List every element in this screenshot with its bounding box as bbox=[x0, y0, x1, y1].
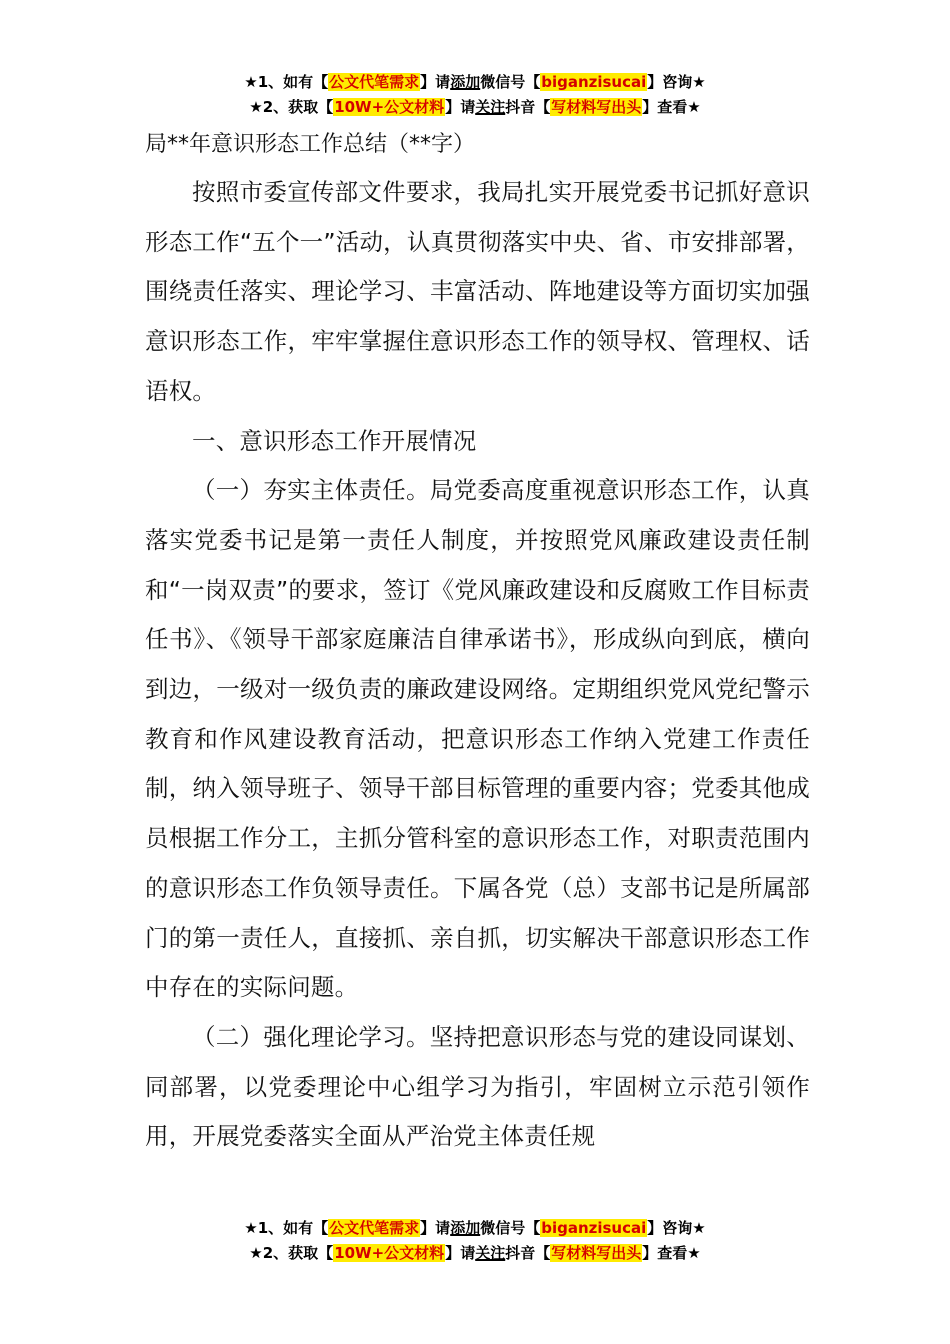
banner-emphasis: 添加 bbox=[450, 73, 481, 91]
banner-text: ★2、获取【 bbox=[249, 98, 334, 116]
banner-highlight: 公文代笔需求 bbox=[329, 1219, 420, 1237]
section-heading: 一、意识形态工作开展情况 bbox=[192, 426, 477, 455]
banner-wechat-id: biganzisucai bbox=[541, 73, 647, 91]
banner-text: 抖音【 bbox=[505, 1244, 551, 1262]
banner-text: 】请 bbox=[445, 98, 476, 116]
banner-emphasis: 关注 bbox=[475, 98, 506, 116]
banner-text: ★1、如有【 bbox=[244, 73, 329, 91]
banner-line-1 bbox=[0, 1216, 950, 1241]
banner-line-2 bbox=[0, 1241, 950, 1266]
banner-text: 】查看★ bbox=[642, 1244, 701, 1262]
banner-text: 】请 bbox=[445, 1244, 476, 1262]
banner-douyin-id: 写材料写出头 bbox=[551, 98, 642, 116]
banner-emphasis: 关注 bbox=[475, 1244, 506, 1262]
banner-douyin-id: 写材料写出头 bbox=[551, 1244, 642, 1262]
banner-text: 】查看★ bbox=[642, 98, 701, 116]
banner-highlight: 公文代笔需求 bbox=[329, 73, 420, 91]
banner-text: 】请 bbox=[420, 1219, 451, 1237]
banner-wechat-id: biganzisucai bbox=[541, 1219, 647, 1237]
banner-emphasis: 添加 bbox=[450, 1219, 481, 1237]
banner-line-2 bbox=[0, 95, 950, 120]
banner-text: ★1、如有【 bbox=[244, 1219, 329, 1237]
banner-text: 微信号【 bbox=[480, 73, 541, 91]
document-body bbox=[145, 126, 810, 1162]
banner-text: 抖音【 bbox=[505, 98, 551, 116]
document-title: 局**年意识形态工作总结（**字） bbox=[145, 132, 476, 157]
banner-text: 】咨询★ bbox=[647, 1219, 706, 1237]
header-banner bbox=[0, 70, 950, 120]
banner-text: 微信号【 bbox=[480, 1219, 541, 1237]
banner-text: 】请 bbox=[420, 73, 451, 91]
banner-highlight: 10W+公文材料 bbox=[334, 98, 445, 116]
banner-highlight: 10W+公文材料 bbox=[334, 1244, 445, 1262]
intro-paragraph: 按照市委宣传部文件要求，我局扎实开展党委书记抓好意识形态工作“五个一”活动，认真贯彻落实中央、省、市安排部署，围绕责任落实、理论学习、丰富活动、阵地建设等方面切实加强意识形态工作，牢牢掌握住意识形态工作的领导权、管理权、话语权。 bbox=[145, 178, 810, 405]
banner-text: 】咨询★ bbox=[647, 73, 706, 91]
item-paragraph-1: （一）夯实主体责任。局党委高度重视意识形态工作，认真落实党委书记是第一责任人制度，并按照党风廉政建设责任制和“一岗双责”的要求，签订《党风廉政建设和反腐败工作目标责任书》、《领导干部家庭廉洁自律承诺书》，形成纵向到底，横向到边，一级对一级负责的廉政建设网络。定期组织党风党纪警示教育和作风建设教育活动，把意识形态工作纳入党建工作责任制，纳入领导班子、领导干部目标管理的重要内容；党委其他成员根据工作分工，主抓分管科室的意识形态工作，对职责范围内的意识形态工作负领导责任。下属各党（总）支部书记是所属部门的第一责任人，直接抓、亲自抓，切实解决干部意识形态工作中存在的实际问题。 bbox=[145, 476, 810, 1002]
banner-line-1 bbox=[0, 70, 950, 95]
footer-banner bbox=[0, 1216, 950, 1266]
banner-text: ★2、获取【 bbox=[249, 1244, 334, 1262]
item-paragraph-2: （二）强化理论学习。坚持把意识形态与党的建设同谋划、同部署，以党委理论中心组学习为指引，牢固树立示范引领作用，开展党委落实全面从严治党主体责任规 bbox=[145, 1022, 810, 1151]
